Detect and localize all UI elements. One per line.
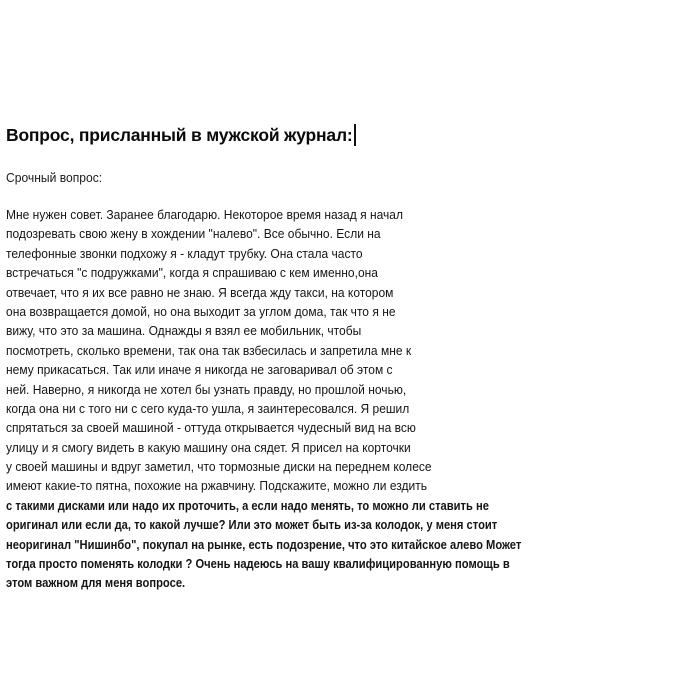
title-row: [6, 124, 686, 152]
subtitle: Срочный вопрос:: [6, 170, 103, 185]
body-line: Мне нужен совет. Заранее благодарю. Некоторое время назад я начал: [6, 207, 403, 222]
body-line: телефонные звонки подхожу я - кладут трубку. Она стала часто: [6, 245, 363, 261]
page-title: Вопрос, присланный в мужской журнал:: [6, 124, 353, 145]
body-line: отвечает, что я их все равно не знаю. Я всегда жду такси, на котором: [6, 284, 394, 300]
body-line: тогда просто поменять колодки ? Очень надеюсь на вашу квалифицированную помощь в: [6, 556, 510, 572]
text-cursor: [354, 124, 356, 146]
body-line: улицу и я смогу видеть в какую машину она сядет. Я присел на корточки: [6, 439, 411, 455]
body-line: у своей машины и вдруг заметил, что тормозные диски на переднем колесе: [6, 459, 432, 475]
body-line: этом важном для меня вопросе.: [6, 575, 186, 591]
body-line: нему прикасаться. Так или иначе я никогда не заговаривал об этом с: [6, 362, 393, 378]
body-line: оригинал или если да, то какой лучше? Или это может быть из-за колодок, у меня стоит: [6, 517, 498, 533]
body-line: встречаться "с подружками", когда я спрашиваю с кем именно,она: [6, 265, 378, 281]
body-line: она возвращается домой, но она выходит за углом дома, так что я не: [6, 303, 396, 319]
body-text: [6, 205, 700, 593]
body-line: посмотреть, сколько времени, так она так взбесилась и запретила мне к: [6, 342, 412, 358]
body-line: когда она ни с того ни с сего куда-то ушла, я заинтересовался. Я решил: [6, 400, 410, 416]
body-line: спрятаться за своей машиной - оттуда открывается чудесный вид на всю: [6, 420, 416, 436]
body-line: неоригинал "Нишинбо", покупал на рынке, есть подозрение, что это китайское алево Может: [6, 536, 522, 552]
body-line: имеют какие-то пятна, похожие на ржавчину. Подскажите, можно ли ездить: [6, 478, 428, 494]
body-line: ней. Наверно, я никогда не хотел бы узнать правду, но прошлой ночью,: [6, 381, 407, 397]
body-line: подозревать свою жену в хождении "налево". Все обычно. Если на: [6, 226, 381, 242]
body-line: вижу, что это за машина. Однажды я взял ее мобильник, чтобы: [6, 323, 362, 339]
body-line: с такими дисками или надо их проточить, а если надо менять, то можно ли ставить не: [6, 497, 489, 513]
